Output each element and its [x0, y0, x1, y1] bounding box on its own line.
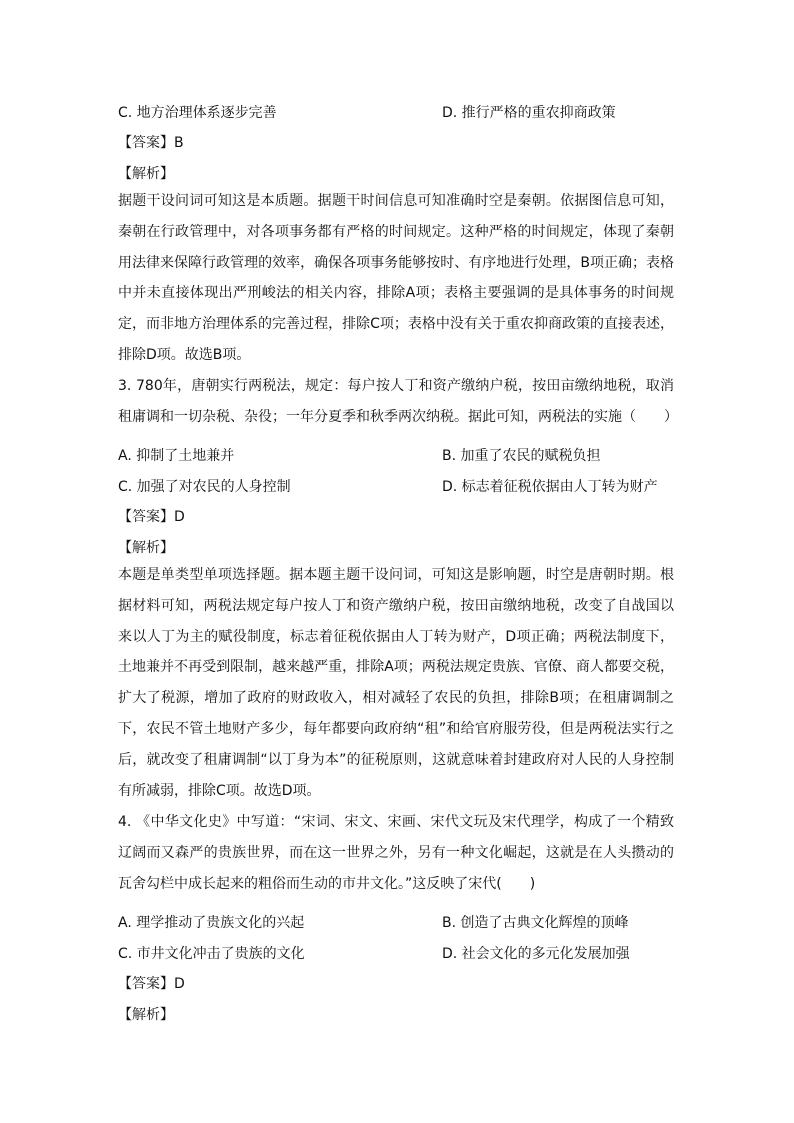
q2-option-d: D. 推行严格的重农抑商政策: [442, 105, 616, 121]
q2-answer: 【答案】B: [118, 135, 184, 151]
q4-analysis-label: 【解析】: [118, 1007, 174, 1023]
q4-option-d: D. 社会文化的多元化发展加强: [442, 946, 630, 962]
q3-answer: 【答案】D: [118, 509, 185, 525]
q2-analysis-label: 【解析】: [118, 166, 174, 182]
q4-option-a: A. 理学推动了贵族文化的兴起: [118, 915, 305, 931]
q4-option-c: C. 市井文化冲击了贵族的文化: [118, 946, 305, 962]
q3-option-a: A. 抑制了土地兼并: [118, 448, 235, 464]
q3-stem: 3. 780年，唐朝实行两税法，规定：每户按人丁和资产缴纳户税，按田亩缴纳地税，取消租庸调和一切杂税、杂役；一年分夏季和秋季两次纳税。据此可知，两税法的实施（ ）: [118, 378, 678, 425]
q4-stem: 4. 《中华文化史》中写道：“宋词、宋文、宋画、宋代文玩及宋代理学，构成了一个精致辽阔而又森严的贵族世界，而在这一世界之外，另有一种文化崛起，这就是在人头攒动的瓦舍勾栏中成长起来的粗俗而生动的市井文化。”这反映了宋代( ): [118, 814, 674, 892]
q3-option-d: D. 标志着征税依据由人丁转为财产: [442, 479, 658, 495]
q4-option-b: B. 创造了古典文化辉煌的顶峰: [442, 915, 629, 931]
q3-analysis-label: 【解析】: [118, 540, 174, 556]
q2-option-c: C. 地方治理体系逐步完善: [118, 105, 277, 121]
q3-analysis: 本题是单类型单项选择题。据本题主题干设问词，可知这是影响题，时空是唐朝时期。根据材料可知，两税法规定每户按人丁和资产缴纳户税，按田亩缴纳地税，改变了自战国以来以人丁为主的赋役制度，标志着征税依据由人丁转为财产，D项正确；两税法制度下，土地兼并不再受到限制，越来越严重，排除A项；两税法规定贵族、官僚、商人都要交税，扩大了税源，增加了政府的财政收入，相对减轻了农民的负担，排除B项；在租庸调制之下，农民不管土地财产多少，每年都要向政府纳“租”和给官府服劳役，但是两税法实行之后，就改变了租庸调制“以丁身为本”的征税原则，这就意味着封建政府对人民的人身控制有所减弱，排除C项。故选D项。: [118, 567, 674, 799]
q4-answer: 【答案】D: [118, 976, 185, 992]
q3-option-c: C. 加强了对农民的人身控制: [118, 479, 291, 495]
q3-option-b: B. 加重了农民的赋税负担: [442, 448, 601, 464]
q2-analysis: 据题干设问词可知这是本质题。据题干时间信息可知准确时空是秦朝。依据图信息可知，秦朝在行政管理中，对各项事务都有严格的时间规定。这种严格的时间规定，体现了秦朝用法律来保障行政管理的效率，确保各项事务能够按时、有序地进行处理，B项正确；表格中并未直接体现出严刑峻法的相关内容，排除A项；表格主要强调的是具体事务的时间规定，而非地方治理体系的完善过程，排除C项；表格中没有关于重农抑商政策的直接表述，排除D项。故选B项。: [118, 193, 674, 363]
